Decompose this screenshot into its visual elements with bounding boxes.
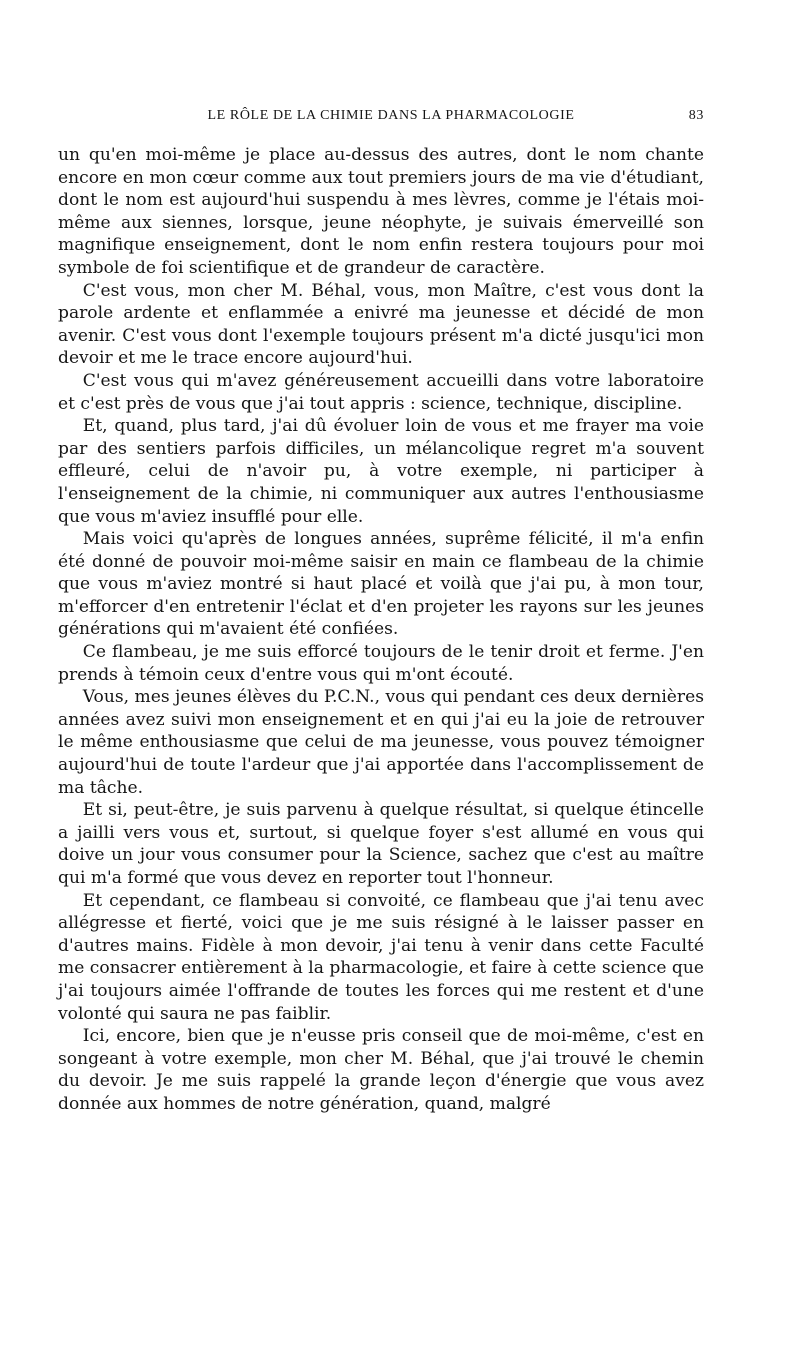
paragraph-continued: un qu'en moi-même je place au-dessus des autres, dont le nom chante encore en mon cœur comme aux tout premiers jours de ma vie d'étudiant, dont le nom est aujourd'hui suspendu à mes lèvres, comme je l'étais moi-même aux siennes, lorsque, jeune néophyte, je suivais émerveillé son magnifique enseignement, dont le nom enfin restera toujours pour moi symbole de foi scientifique et de grandeur de caractère. (58, 145, 704, 278)
paragraph: Ici, encore, bien que je n'eusse pris conseil que de moi-même, c'est en songeant à votre exemple, mon cher M. Béhal, que j'ai trouvé le chemin du devoir. Je me suis rappelé la grande leçon d'énergie que vous avez donnée aux hommes de notre génération, quand, malgré (58, 1026, 704, 1114)
paragraph: C'est vous, mon cher M. Béhal, vous, mon Maître, c'est vous dont la parole ardente et enflammée a enivré ma jeunesse et décidé de mon avenir. C'est vous dont l'exemple toujours présent m'a dicté jusqu'ici mon devoir et me le trace encore aujourd'hui. (58, 280, 704, 369)
paragraph: Et, quand, plus tard, j'ai dû évoluer loin de vous et me frayer ma voie par des sentiers parfois difficiles, un mélancolique regret m'a souvent effleuré, celui de n'avoir pu, à votre exemple, ni participer à l'enseignement de la chimie, ni communiquer aux autres l'enthousiasme que vous m'aviez insufflé pour elle. (58, 416, 704, 527)
running-header (58, 108, 704, 130)
paragraph: Et cependant, ce flambeau si convoité, ce flambeau que j'ai tenu avec allégresse et fierté, voici que je me suis résigné à le laisser passer en d'autres mains. Fidèle à mon devoir, j'ai tenu à venir dans cette Faculté me consacrer entièrement à la pharmacologie, et faire à cette science que j'ai toujours aimée l'offrande de toutes les forces qui me restent et d'une volonté qui saura ne pas faiblir. (58, 890, 704, 1024)
running-title: LE RÔLE DE LA CHIMIE DANS LA PHARMACOLOGIE (207, 108, 575, 123)
book-page (58, 108, 704, 1116)
paragraph: Mais voici qu'après de longues années, suprême félicité, il m'a enfin été donné de pouvoir moi-même saisir en main ce flambeau de la chimie que vous m'aviez montré si haut placé et voilà que j'ai pu, à mon tour, m'efforcer d'en entretenir l'éclat et d'en projeter les rayons sur les jeunes générations qui m'avaient été confiées. (58, 529, 704, 640)
paragraph: C'est vous qui m'avez généreusement accueilli dans votre laboratoire et c'est près de vous que j'ai tout appris : science, technique, discipline. (58, 370, 704, 414)
body-text (58, 144, 704, 1116)
page-number: 83 (688, 108, 704, 123)
paragraph: Et si, peut-être, je suis parvenu à quelque résultat, si quelque étincelle a jailli vers vous et, surtout, si quelque foyer s'est allumé en vous qui doive un jour vous consumer pour la Science, sachez que c'est au maître qui m'a formé que vous devez en reporter tout l'honneur. (58, 800, 704, 888)
paragraph: Ce flambeau, je me suis efforcé toujours de le tenir droit et ferme. J'en prends à témoin ceux d'entre vous qui m'ont écouté. (58, 642, 704, 685)
paragraph: Vous, mes jeunes élèves du P.C.N., vous qui pendant ces deux dernières années avez suivi mon enseignement et en qui j'ai eu la joie de retrouver le même enthousiasme que celui de ma jeunesse, vous pouvez témoigner aujourd'hui de toute l'ardeur que j'ai apportée dans l'accomplissement de ma tâche. (58, 687, 704, 798)
